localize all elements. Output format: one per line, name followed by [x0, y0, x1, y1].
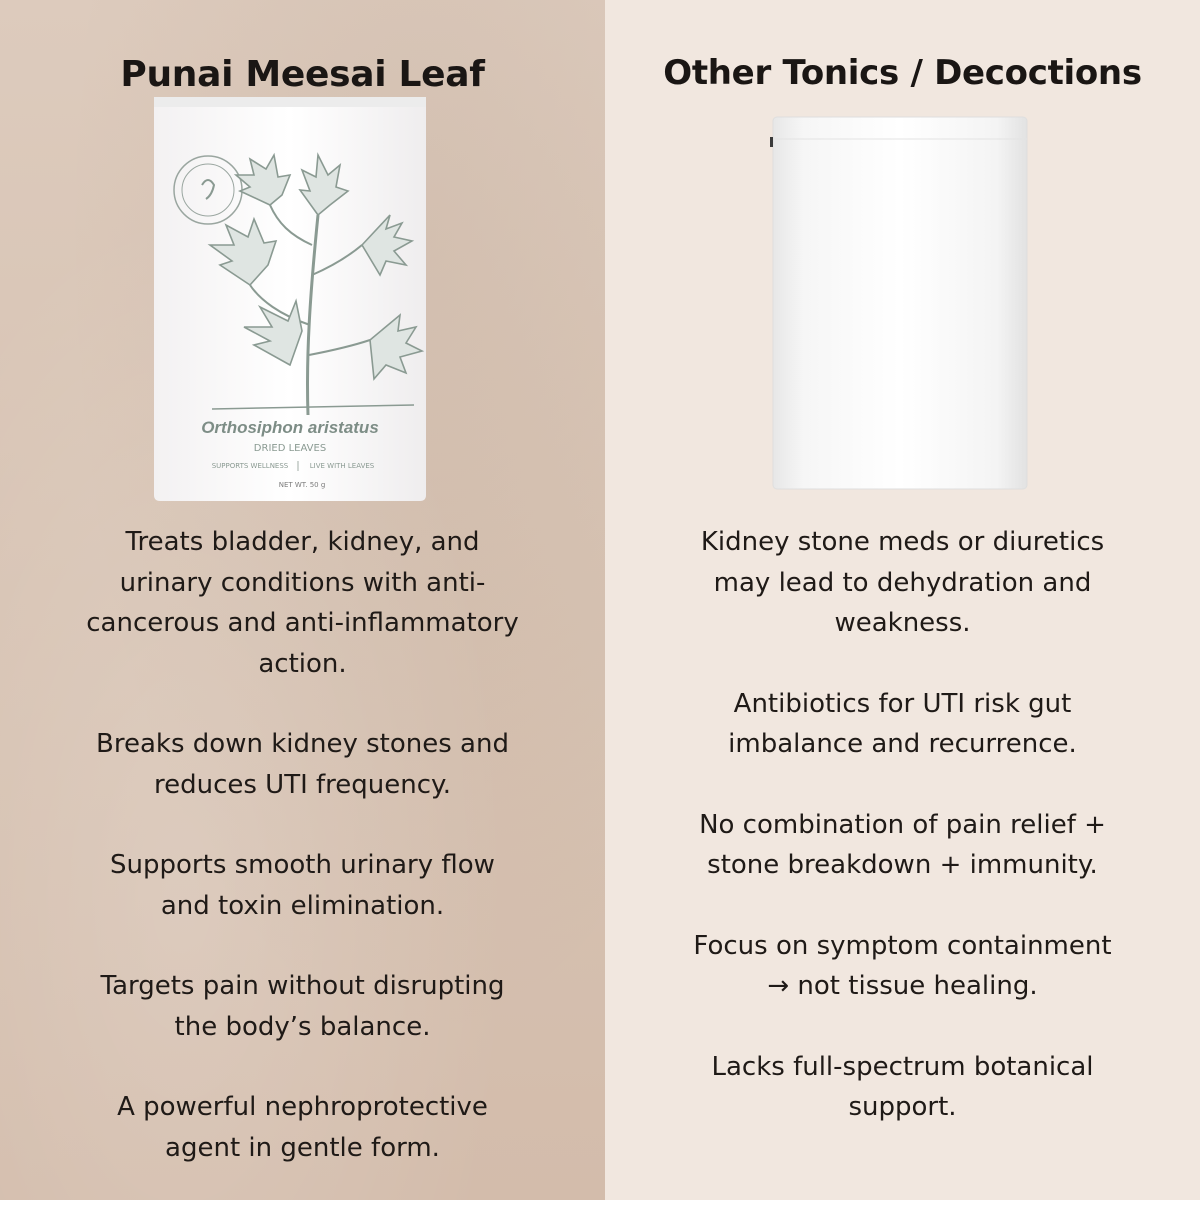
- tagline-2: LIVE WITH LEAVES: [309, 462, 375, 470]
- right-title: Other Tonics / Decoctions: [663, 52, 1142, 93]
- left-point: Treats bladder, kidney, and urinary conditions with anti-cancerous and anti-inflammatory action.: [86, 527, 519, 679]
- right-point: No combination of pain relief + stone breakdown + immunity.: [699, 809, 1106, 880]
- descriptor: DRIED LEAVES: [253, 443, 327, 454]
- left-point: Supports smooth urinary flow and toxin elimination.: [110, 850, 495, 921]
- right-point: Focus on symptom containment → not tissue healing.: [693, 930, 1112, 1001]
- right-point: Antibiotics for UTI risk gut imbalance and recurrence.: [728, 688, 1077, 759]
- herb-pouch-svg: [150, 95, 430, 505]
- left-point: A powerful nephroprotective agent in gentle form.: [117, 1092, 488, 1163]
- botanical-name: Orthosiphon aristatus: [201, 418, 379, 437]
- right-point: Lacks full-spectrum botanical support.: [711, 1051, 1094, 1122]
- blank-pouch-illustration: [770, 115, 1030, 495]
- right-points: [605, 522, 1200, 1168]
- left-points: [0, 522, 605, 1208]
- herb-pouch-illustration: [150, 95, 430, 505]
- left-point: Breaks down kidney stones and reduces UTI frequency.: [96, 729, 509, 800]
- tagline-1: SUPPORTS WELLNESS: [211, 462, 289, 470]
- right-column: [605, 0, 1200, 1200]
- blank-pouch-svg: [770, 115, 1030, 495]
- left-title: Punai Meesai Leaf: [120, 54, 485, 96]
- net-weight: NET WT. 50 g: [278, 481, 326, 489]
- right-point: Kidney stone meds or diuretics may lead to dehydration and weakness.: [700, 527, 1105, 638]
- left-point: Targets pain without disrupting the body’s balance.: [100, 971, 505, 1042]
